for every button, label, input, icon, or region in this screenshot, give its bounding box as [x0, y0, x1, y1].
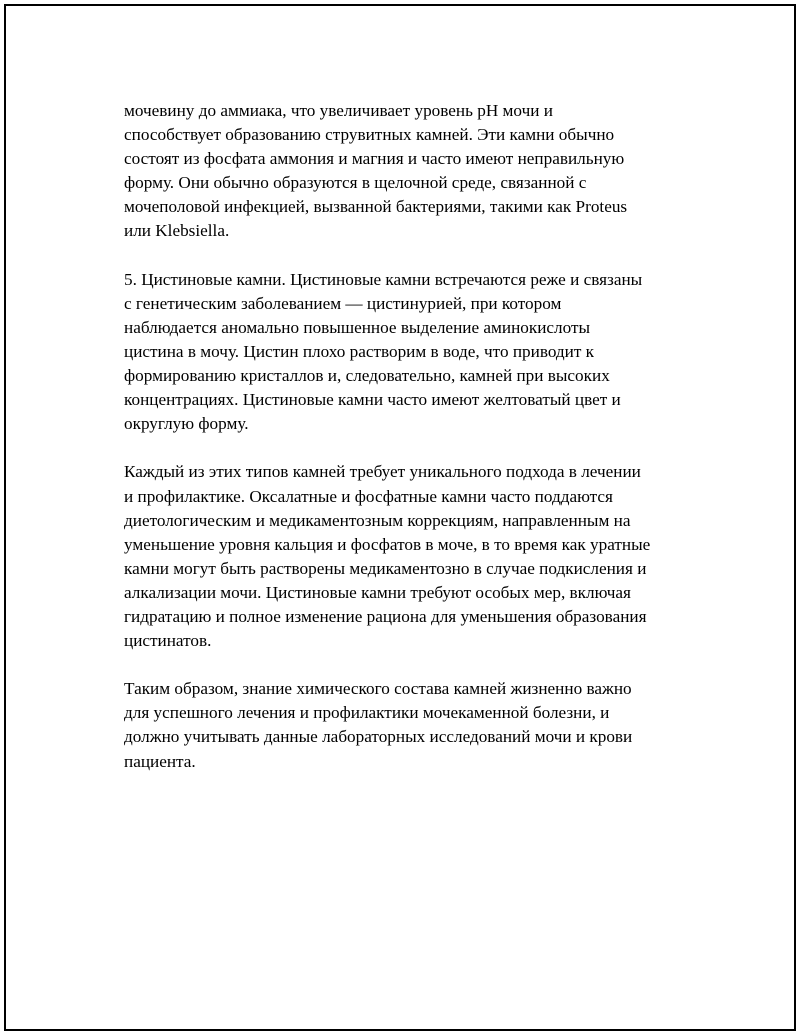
page-frame — [4, 4, 796, 1031]
paragraph-treatment-approaches: Каждый из этих типов камней требует уникального подхода в лечении и профилактике. Оксалатные и фосфатные камни часто поддаются диетологическим и медикаментозным коррекциям, направленным на уменьшение уровня кальция и фосфатов в моче, в то время как уратные камни могут быть растворены медикаментозно в случае подкисления и алкализации мочи. Цистиновые камни требуют особых мер, включая гидратацию и полное изменение рациона для уменьшения образования цистинатов. — [124, 462, 651, 651]
paragraph-conclusion: Таким образом, знание химического состава камней жизненно важно для успешного лечения и профилактики мочекаменной болезни, и должно учитывать данные лабораторных исследований мочи и крови пациента. — [124, 679, 633, 771]
paragraph-struvite-continuation: мочевину до аммиака, что увеличивает уровень pH мочи и способствует образованию струвитных камней. Эти камни обычно состоят из фосфата аммония и магния и часто имеют неправильную форму. Они обычно образуются в щелочной среде, связанной с мочеполовой инфекцией, вызванной бактериями, такими как Proteus или Klebsiella. — [124, 101, 628, 241]
document-body — [124, 99, 704, 798]
paragraph-cystine-stones: 5. Цистиновые камни. Цистиновые камни встречаются реже и связаны с генетическим заболеванием — цистинурией, при котором наблюдается аномально повышенное выделение аминокислоты цистина в мочу. Цистин плохо растворим в воде, что приводит к формированию кристаллов и, следовательно, камней при высоких концентрациях. Цистиновые камни часто имеют желтоватый цвет и округлую форму. — [124, 269, 643, 434]
